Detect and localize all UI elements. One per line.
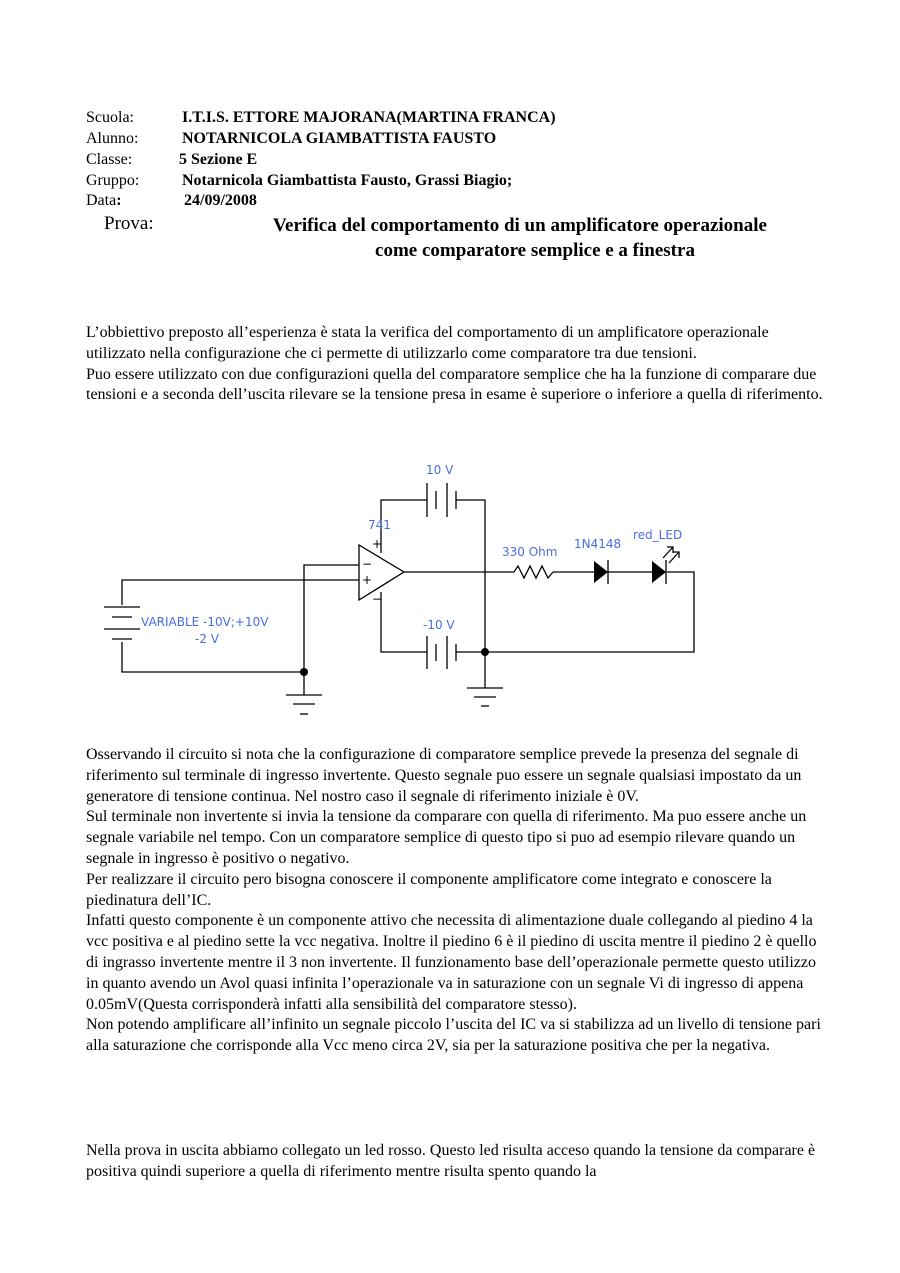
body-paragraph-3: Per realizzare il circuito pero bisogna conoscere il componente amplificatore come integrato e conoscere la piedinatura dell’IC. (86, 870, 772, 909)
body-paragraph-4: Infatti questo componente è un componente attivo che necessita di alimentazione duale collegando al piedino 4 la vcc positiva e al piedino sette la vcc negativa. Inoltre il piedino 6 è il piedino di uscita mentre il piedino 2 è quello di ingrasso invertente mentre il 3 non invertente. Il funzionamento base dell’operazionale permette questo utilizzo in quanto avendo un Avol quasi infinita l’operazionale va in saturazione con un segnale Vi di ingresso di appena 0.05mV(Questa corrisponderà infatti alla sensibilità del comparatore stesso). (86, 912, 817, 1013)
led-arrow-2 (669, 552, 679, 563)
school-value: I.T.I.S. ETTORE MAJORANA(MARTINA FRANCA) (182, 109, 556, 126)
date-colon: : (116, 192, 122, 209)
intro-paragraph-1: L’obbiettivo preposto all’esperienza è stata la verifica del comportamento di un amplificatore operazionale utilizzato nella configurazione che ci permette di utilizzarlo come comparatore tra due tensioni. (86, 324, 769, 362)
prova-title-line-1: Verifica del comportamento di un amplificatore operazionale (273, 215, 767, 236)
class-label: Classe: (86, 151, 133, 168)
supply-pos-label: 10 V (426, 463, 454, 477)
group-label: Gruppo: (86, 172, 140, 189)
student-value: NOTARNICOLA GIAMBATTISTA FAUSTO (182, 130, 497, 147)
student-label: Alunno: (86, 130, 139, 147)
source-label-line-2: -2 V (195, 632, 219, 646)
diode-label: 1N4148 (574, 537, 622, 551)
class-value: 5 Sezione E (179, 151, 258, 168)
led-label: red_LED (633, 528, 683, 542)
opamp-noninverting-sign: + (362, 573, 373, 587)
prova-title-line-2: come comparatore semplice e a finestra (375, 240, 695, 261)
header-row-student (86, 129, 497, 149)
final-paragraph: Nella prova in uscita abbiamo collegato un led rosso. Questo led risulta acceso quando la tensione da comparare è positiva quindi superiore a quella di riferimento mentre risulta spento quando la (86, 1142, 816, 1180)
opamp-supply-plus-sign: + (372, 537, 383, 551)
circuit-diagram (0, 455, 900, 725)
diode-symbol (594, 561, 608, 583)
intro-text (86, 323, 826, 406)
resistor-label: 330 Ohm (502, 545, 558, 559)
neg-battery-return (456, 572, 694, 652)
led-arrow-1 (663, 547, 673, 558)
opamp-inverting-sign: − (362, 557, 373, 571)
opamp-supply-minus-sign: − (372, 592, 383, 606)
final-text (86, 1141, 826, 1183)
school-label: Scuola: (86, 109, 134, 126)
pos-battery-return (456, 500, 485, 652)
source-label-line-1: VARIABLE -10V;+10V (141, 615, 269, 629)
body-paragraph-1: Osservando il circuito si nota che la configurazione di comparatore semplice prevede la presenza del segnale di riferimento sul terminale di ingresso invertente. Questo segnale puo essere un segnale qualsiasi impostato da un generatore di tensione continua. Nel nostro caso il segnale di riferimento iniziale è 0V. (86, 746, 802, 805)
body-text (86, 745, 826, 1057)
header-row-date (86, 191, 257, 211)
intro-paragraph-2: Puo essere utilizzato con due configurazioni quella del comparatore semplice che ha la funzione di comparare due tensioni e a seconda dell’uscita rilevare se la tensione presa in esame è superiore o inferiore a quella di riferimento. (86, 365, 823, 404)
resistor-symbol (514, 566, 553, 578)
junction-ground-left (300, 668, 308, 676)
source-bottom-wire (122, 642, 304, 672)
opamp-label: 741 (368, 518, 391, 532)
body-paragraph-5: Non potendo amplificare all’infinito un segnale piccolo l’uscita del IC va si stabilizza ad un livello di tensione pari alla saturazione che corrisponde alla Vcc meno circa 2V, sia per la saturazione positiva che per la negativa. (86, 1016, 821, 1055)
prova-title (200, 213, 840, 263)
source-top-wire (122, 580, 359, 605)
supply-neg-label: -10 V (423, 618, 455, 632)
header-row-group (86, 171, 513, 191)
group-value: Notarnicola Giambattista Fausto, Grassi Biagio; (182, 172, 513, 189)
header-row-school (86, 108, 556, 128)
inverting-input-wire (304, 565, 359, 695)
prova-label: Prova: (104, 213, 154, 234)
date-value: 24/09/2008 (184, 192, 257, 209)
led-symbol (652, 561, 666, 583)
header-row-class (86, 150, 258, 170)
negative-supply-wire (381, 592, 427, 652)
date-label: Data (86, 192, 117, 209)
junction-ground-right (481, 648, 489, 656)
body-paragraph-2: Sul terminale non invertente si invia la tensione da comparare con quella di riferimento. Ma puo essere anche un segnale variabile nel tempo. Con un comparatore semplice di questo tipo si puo ad esempio rilevare quando un segnale in ingresso è positivo o negativo. (86, 808, 807, 867)
